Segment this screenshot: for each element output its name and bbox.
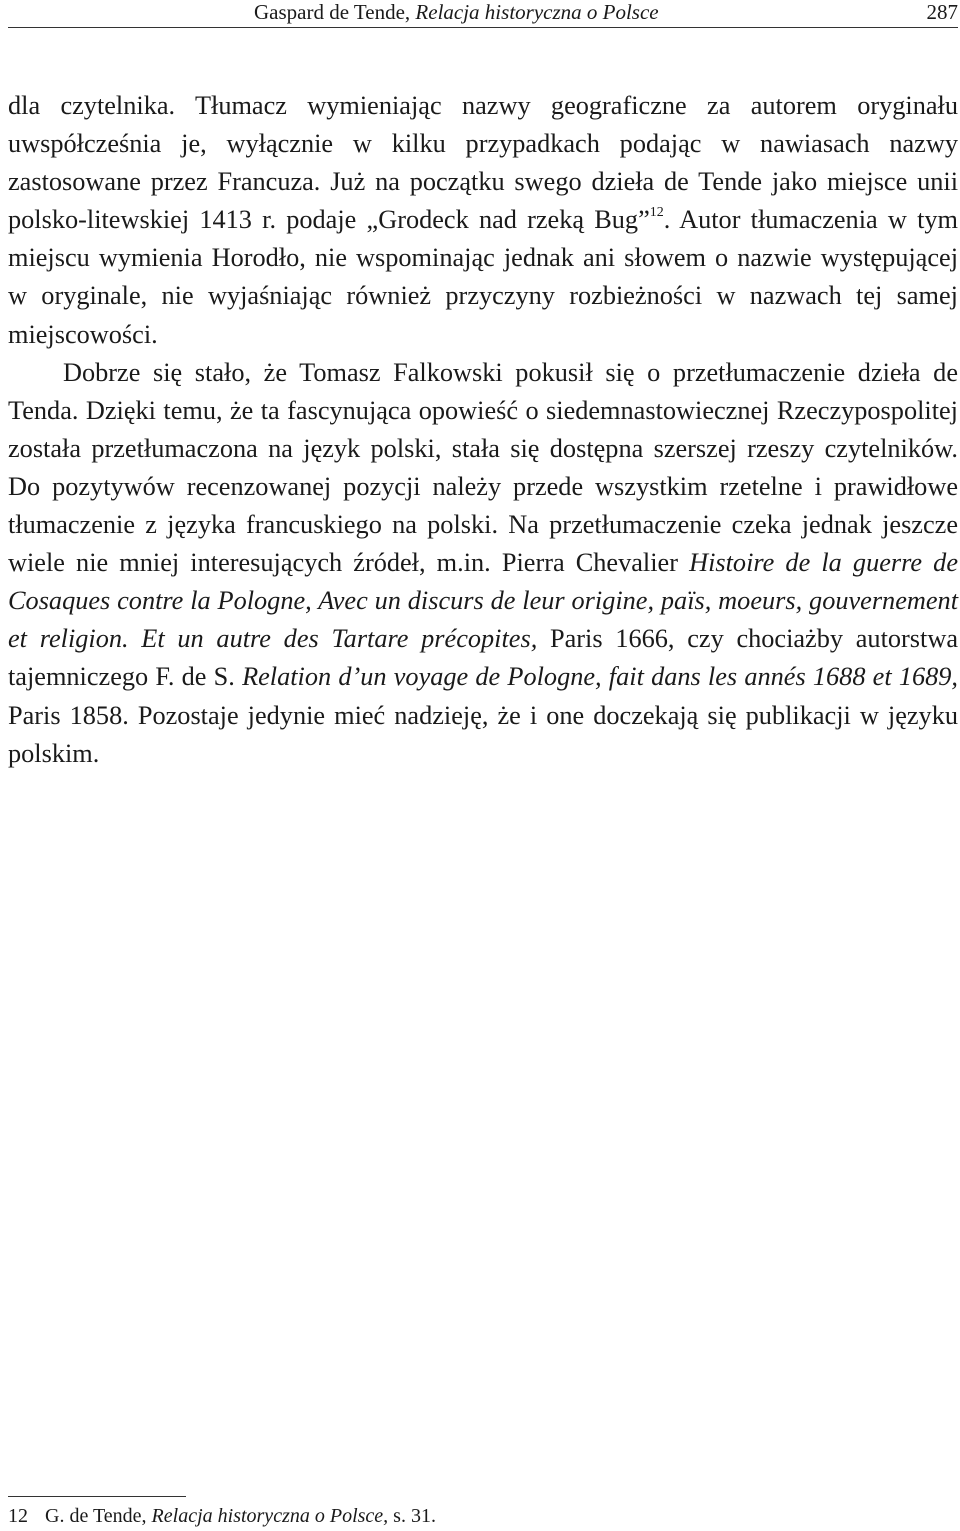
paragraph-1-text-b: . Autor tłumaczenia w tym miejscu wymienia Horodło, nie wspominając jednak ani słowem o nazwie występującej w oryginale, nie wyjaśniając również przyczyny rozbieżności w nazwach tej samej miejscowości. (8, 205, 958, 349)
running-head-book-title: Relacja historyczna o Polsce (415, 0, 659, 24)
paragraph-2 (8, 354, 958, 773)
paragraph-2-text-a: Dobrze się stało, że Tomasz Falkowski pokusił się o przetłumaczenie dzieła de Tenda. Dzięki temu, że ta fascynująca opowieść o siedemnastowiecznej Rzeczypospolitej została przetłumaczona na język polski, stała się dostępna szerszej rzeszy czytelników. Do pozytywów recenzowanej pozycji należy przede wszystkim rzetelne i prawidłowe tłumaczenie z języka francuskiego na polski. Na przetłumaczenie czeka jednak jeszcze wiele nie mniej interesujących źródeł, m.in. Pierra Chevalier (8, 357, 958, 578)
body-text (8, 87, 958, 773)
footnote (8, 1504, 958, 1528)
paragraph-2-italic-title-2: Relation d’un voyage de Pologne, fait dans les annés 1688 et 1689, (242, 662, 959, 692)
paragraph-1-text-a: dla czytelnika. Tłumacz wymieniając nazwy geograficzne za autorem oryginału uwspółcześnia je, wyłącznie w kilku przypadkach podając w nawiasach nazwy zastosowane przez Francuza. Już na początku swego dzieła de Tende jako miejsce unii polsko-litewskiej 1413 r. podaje „Grodeck nad rzeką Bug” (8, 91, 958, 235)
footnote-number: 12 (8, 1505, 28, 1527)
footnote-text-a: G. de Tende, (45, 1505, 152, 1527)
paragraph-2-text-b: Paris 1666, czy chociażby autorstwa tajemniczego F. de S. (8, 624, 958, 692)
footnote-text-b: s. 31. (388, 1505, 436, 1527)
running-head-title (254, 0, 659, 24)
footnote-divider (8, 1496, 186, 1497)
footnote-reference[interactable]: 12 (649, 205, 664, 221)
paragraph-2-italic-title-1: Histoire de la guerre de Cosaques contre la Pologne, Avec un discurs de leur origine, païs, moeurs, gouvernement et religion. Et un autre des Tartare précopites, (8, 548, 958, 654)
footnote-italic-title: Relacja historyczna o Polsce, (151, 1505, 389, 1527)
page-number: 287 (926, 0, 958, 24)
running-head (8, 0, 958, 28)
running-head-author: Gaspard de Tende, (254, 0, 416, 24)
paragraph-2-text-c: Paris 1858. Pozostaje jedynie mieć nadzieję, że i one doczekają się publikacji w języku polskim. (8, 700, 958, 768)
paragraph-1 (8, 87, 958, 354)
